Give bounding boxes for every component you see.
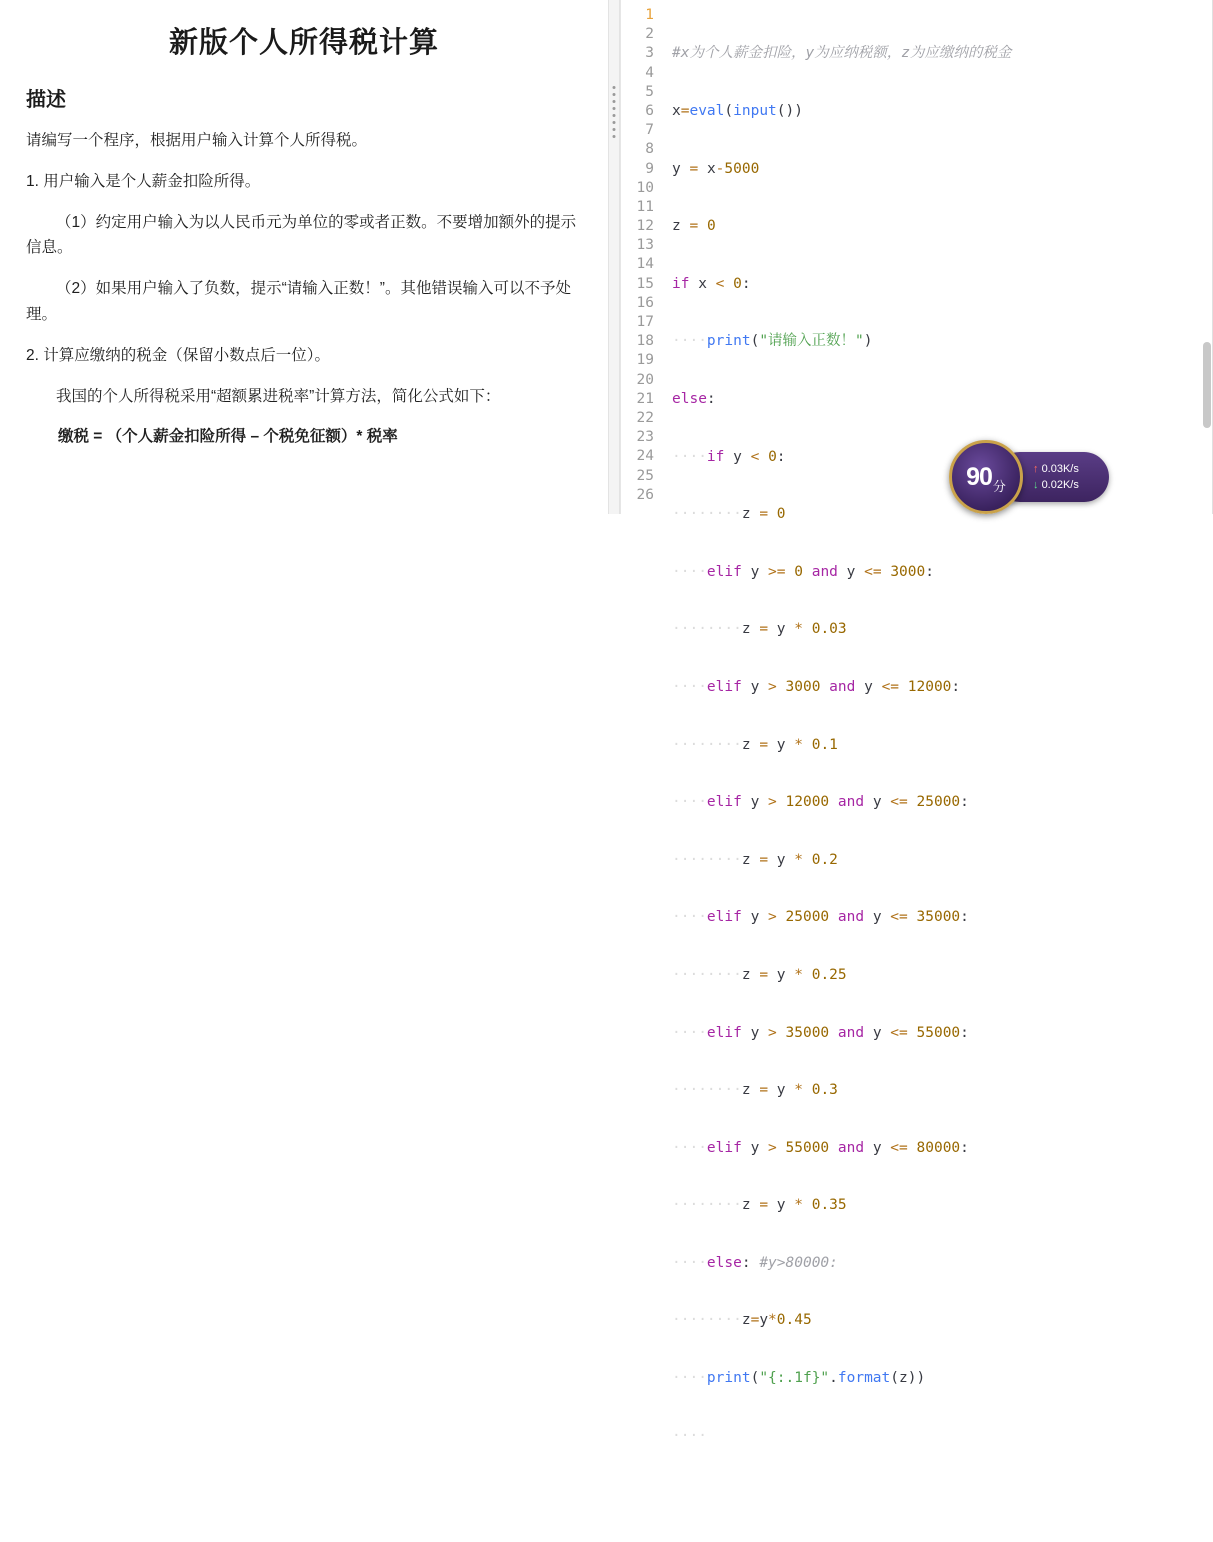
line-number: 5 xyxy=(645,83,654,100)
line-number-gutter xyxy=(620,6,660,1542)
score-widget[interactable] xyxy=(949,440,1115,514)
tax-formula: 缴税 = （个人薪金扣险所得 – 个税免征额）* 税率 xyxy=(58,427,398,445)
code-line: ····if y < 0: xyxy=(672,448,786,465)
download-speed-value: 0.02K/s xyxy=(1041,479,1079,491)
download-speed-row xyxy=(1033,477,1079,493)
line-number: 13 xyxy=(636,237,654,254)
upload-speed-value: 0.03K/s xyxy=(1041,463,1079,475)
code-line: ········z = y * 0.03 xyxy=(672,621,847,638)
code-line: ········z = y * 0.1 xyxy=(672,736,838,753)
code-line: ········z = y * 0.35 xyxy=(672,1197,847,1214)
code-line: ········z=y*0.45 xyxy=(672,1312,812,1329)
score-value: 90 xyxy=(966,462,992,491)
line-number: 10 xyxy=(636,179,654,196)
line-number: 2 xyxy=(645,26,654,43)
line-number: 11 xyxy=(636,198,654,215)
line-number: 4 xyxy=(645,64,654,81)
code-line: ···· xyxy=(672,1427,707,1444)
code-line: ····print("{:.1f}".format(z)) xyxy=(672,1370,926,1387)
code-line: ····elif y > 35000 and y <= 55000: xyxy=(672,1024,969,1041)
paragraph-method: 我国的个人所得税采用“超额累进税率”计算方法，简化公式如下： xyxy=(56,387,501,405)
code-area[interactable] xyxy=(620,6,1213,1542)
line-number: 8 xyxy=(645,141,654,158)
line-number: 22 xyxy=(636,409,654,426)
line-number: 14 xyxy=(636,256,654,273)
line-number: 6 xyxy=(645,102,654,119)
line-number: 12 xyxy=(636,218,654,235)
section-heading-description: 描述 xyxy=(26,89,66,111)
line-number: 16 xyxy=(636,294,654,311)
line-number: 25 xyxy=(636,467,654,484)
line-number: 19 xyxy=(636,352,654,369)
line-number: 18 xyxy=(636,333,654,350)
pane-splitter[interactable] xyxy=(608,0,620,514)
line-number: 21 xyxy=(636,390,654,407)
code-line: ········z = y * 0.25 xyxy=(672,966,847,983)
line-number: 24 xyxy=(636,448,654,465)
paragraph-rule-1: （1）约定用户输入为以人民币元为单位的零或者正数。不要增加额外的提示信息。 xyxy=(26,214,577,257)
line-number: 23 xyxy=(636,429,654,446)
score-badge[interactable] xyxy=(949,440,1023,514)
line-number: 7 xyxy=(645,122,654,139)
code-line: y = x-5000 xyxy=(672,160,760,177)
page-title: 新版个人所得税计算 xyxy=(168,27,439,59)
upload-speed-row xyxy=(1033,461,1079,477)
code-line xyxy=(672,44,1213,63)
code-line: ········z = y * 0.3 xyxy=(672,1082,838,1099)
score-unit: 分 xyxy=(992,479,1006,494)
splitter-grip-icon xyxy=(613,86,616,138)
code-editor-pane[interactable] xyxy=(620,0,1213,1444)
network-stats xyxy=(1033,461,1079,493)
code-line: ····elif y > 12000 and y <= 25000: xyxy=(672,794,969,811)
paragraph-tax-rule: 2. 计算应缴纳的税金（保留小数点后一位）。 xyxy=(26,346,330,364)
code-line-text: #x为个人薪金扣险，y为应纳税额，z为应缴纳的税金 xyxy=(672,45,1012,62)
line-number: 20 xyxy=(636,371,654,388)
paragraph-input-rule: 1. 用户输入是个人薪金扣险所得。 xyxy=(26,173,261,191)
line-number: 9 xyxy=(645,160,654,177)
paragraph-intro: 请编写一个程序，根据用户输入计算个人所得税。 xyxy=(26,132,368,149)
line-number: 3 xyxy=(645,45,654,62)
problem-statement-pane xyxy=(0,0,608,514)
paragraph-rule-2: （2）如果用户输入了负数，提示“请输入正数！”。其他错误输入可以不予处理。 xyxy=(26,280,571,323)
code-line: ····elif y > 55000 and y <= 80000: xyxy=(672,1139,969,1156)
line-number: 1 xyxy=(645,7,654,23)
code-line: ····elif y >= 0 and y <= 3000: xyxy=(672,563,934,580)
code-line: x=eval(input()) xyxy=(672,103,803,119)
code-line xyxy=(672,1484,1213,1503)
code-line: ····elif y > 25000 and y <= 35000: xyxy=(672,909,969,926)
code-line: ····elif y > 3000 and y <= 12000: xyxy=(672,678,961,695)
line-number: 26 xyxy=(636,486,654,503)
download-arrow-icon: ↓ xyxy=(1033,479,1039,491)
line-number: 17 xyxy=(636,314,654,330)
upload-arrow-icon: ↑ xyxy=(1033,463,1039,475)
code-text[interactable] xyxy=(660,6,1213,1542)
code-line: z = 0 xyxy=(672,218,716,235)
code-line: if x < 0: xyxy=(672,275,751,292)
line-number: 15 xyxy=(636,275,654,292)
code-line: ········z = 0 xyxy=(672,506,786,523)
code-line: else: xyxy=(672,390,716,407)
editor-vertical-scrollbar[interactable] xyxy=(1203,342,1211,428)
code-line: ········z = y * 0.2 xyxy=(672,851,838,868)
code-line: ····else: #y>80000: xyxy=(672,1254,838,1271)
code-line: ····print("请输入正数！") xyxy=(672,333,873,350)
